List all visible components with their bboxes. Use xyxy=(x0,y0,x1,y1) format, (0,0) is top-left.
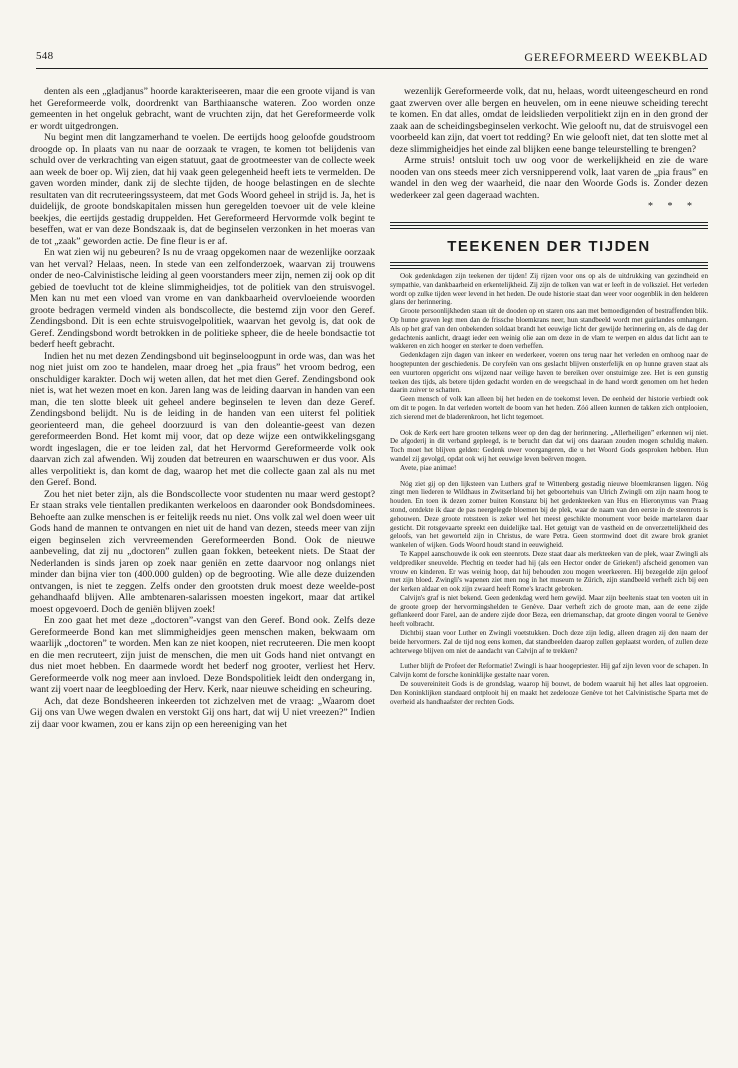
heading-rule xyxy=(390,228,708,229)
section-paragraph: Geen mensch of volk kan alleen bij het heden en de toekomst leven. De eenheid der historie verbiedt ook om dit te pogen. In dat verleden wortelt de boom van het heden. Zóó alleen kunnen de takken zich ontplooien, zich sierend met de bladerenkroon, het licht tegemoet. xyxy=(390,395,708,421)
header-rule xyxy=(36,68,708,69)
right-paragraph: Arme struis! ontsluit toch uw oog voor de werkelijkheid en zie de ware nooden van ons steeds meer zich versnipperend volk, laat varen de „pia fraus” en wandel in den weg der waarheid, die naar den Woorde Gods is. Zonder dezen wederkeer zal geen dageraad wachten. xyxy=(390,155,708,201)
section-stars: * * * xyxy=(648,201,698,212)
left-paragraph: Zou het niet beter zijn, als die Bondscollecte voor studenten nu maar werd gestopt? Er staan straks vele tientallen predikanten werkeloos en daaronder ook Bondsdominees. Behoefte aan zulke menschen is er feitelijk reeds nu niet. Ons volk zal wel doen weer uit Gods hand de mannen te ontvangen en niet uit de hand van dezen, steeds meer van zijn eigen beginselen zich vervreemenden Gereformeerden Bond. Ook de nieuwe aanbeveling, dat zij nu „doctoren” zullen gaan fokken, beteekent niets. De Staat der Nederlanden is sinds jaren op zoek naar geniën en zette daarvoor nog onlangs niet minder dan bijna vier ton (400.000 gulden) op de begrooting. Wie alle deze duizenden ontvangen, is niet te zeggen. Zelfs onder den grootsten druk moest deze weelde-post gehandhaafd blijven. Alle ambtenaren-salarissen moesten ingekort, maar dat artikel moest opgevoerd. Doch de geniën blijven zoek! xyxy=(30,488,375,615)
paragraph-gap xyxy=(390,473,708,480)
left-paragraph: En wat zien wij nu gebeuren? Is nu de vraag opgekomen naar de wezenlijke oorzaak van het verval? Helaas, neen. In stede van een zelfonderzoek, waarvan zij trouwens onder de neo-Calvinistische leiding al geen voorstanders meer zijn, nemen zij ook op dit gebied de toevlucht tot de kleine slimmigheidjes, tot de politiek van den struisvogel. Men kan nu met een vloed van vrome en van dankbaarheid overvloeiende woorden groote bedragen vermeld vinden als bondscollecte, die bestemd zijn voor den Geref. Zendingsbond. Dit is een echte struisvogelpolitiek, waarvan het gevolg is, dat ook de Geref. Zendingsbond wordt betrokken in de politieke spheer, die de heele bondsactie tot bederf heeft gebracht. xyxy=(30,247,375,350)
left-paragraph: denten als een „gladjanus” hoorde karakteriseeren, maar die een groote vijand is van het Gereformeerde volk, doordrenkt van Barthiaansche wateren. Zoo worden onze gemeenten in het ongeluk gebracht, want de vruchten zijn, dat het Gereformeerde volk er wordt uitgedrongen. xyxy=(30,86,375,132)
heading-rule xyxy=(390,222,708,223)
left-paragraph: Indien het nu met dezen Zendingsbond uit beginseloogpunt in orde was, dan was het nog niet juist om zoo te handelen, maar droeg het „pia fraus” het vroom bedrog, een onschuldiger karakter. Doch wij weten allen, dat het met dien Geref. Zendingsbond ook niet is, wat het wezen moet en kon. Jaren lang was de leiding daarvan in handen van een man, die ten slotte bleek uit geheel andere beginselen te leven dan deze Geref. Zendingsbond belijdt. Nu is de leiding in de handen van een uiterst fel politiek georienteerd man, die geheel doorzuurd is van den doleantie-geest van dezen gereformeerden Bond. Het komt mij voor, dat op deze wijze een ontwikkelingsgang wordt ingeslagen, die er toe leiden zal, dat het Hervormd Gereformeerde volk ook daarvan zich zal afwenden. Wij zouden dat betreuren en waarschuwen er dus voor. Als alles verpolitiekt is, dan komt de dag, waarop het met die collecte gaan zal als nu met den Geref. Bond. xyxy=(30,350,375,488)
section-heading: TEEKENEN DER TIJDEN xyxy=(447,238,651,255)
page-number: 548 xyxy=(36,50,54,62)
section-paragraph: Ook gedenkdagen zijn teekenen der tijden! Zij rijzen voor ons op als de uitdrukking van gezindheid en sympathie, van dankbaarheid en erkentelijkheid. Zij zijn de tolken van wat er leeft in de volksziel. Het verleden wordt op zulke tijden weer levend in het heden. De oude historie staat dan weer voor oogenblik in den helderen glans der herinnering. xyxy=(390,272,708,307)
magazine-title: GEREFORMEERD WEEKBLAD xyxy=(524,50,708,64)
right-paragraph: wezenlijk Gereformeerde volk, dat nu, helaas, wordt uiteengescheurd en rond gaat zwerven over alle bergen en heuvelen, om in eene nieuwe scheiding terecht te komen. En dat alles, omdat de leidslieden verpolitiekt zijn en in den grond der zaak aan de scheidingsbeginselen verkocht. Wie gelooft nu, dat de struisvogel een voorbeeld kan zijn, dat voert tot redding? En wie gelooft niet, dat ten slotte met al deze slimmigheidjes het einde zal blijken eene bange teleurstelling te brengen? xyxy=(390,86,708,155)
left-column xyxy=(30,86,375,1018)
left-paragraph: Nu begint men dit langzamerhand te voelen. De eertijds hoog geloofde goudstroom droogde op. In plaats van nu naar de oorzaak te vragen, te komen tot belijdenis van schuld over de verkrachting van eigen statuut, gaat de grootmeester van de collecte week aan week de boer op. Wij zien, dat hij vaak geen gelegenheid heeft iets te vermelden. De gaven worden minder, dank zij de slechte tijden, de hooge belastingen en de slechte resultaten van dit recruteeringssysteem, dat met Gods Woord geheel in strijd is. Ja, het is duidelijk, de groote bondskapitalen missen hun geregelden toevoer uit de vele kleine beekjes, die eertijds gestadig druppelden. Het Gereformeerd Hervormde volk begint te beseffen, wat er van deze Bondszaak is, dat de beginselen verzonken in het moeras van de tot „zaak” geworden actie. De fine fleur is er af. xyxy=(30,132,375,247)
heading-rule xyxy=(390,268,708,269)
paragraph-gap xyxy=(390,655,708,662)
heading-rule xyxy=(390,265,708,266)
heading-rule xyxy=(390,262,708,263)
section-paragraph: Dichtbij staan voor Luther en Zwingli voetstukken. Doch deze zijn ledig, alleen dragen zij den naam der beide hervormers. Zal de tijd nog eens komen, dat standbeelden daarop zullen geplaatst worden, of zullen deze achterwege blijven om niet de aandacht van Calvijn af te trekken? xyxy=(390,629,708,655)
left-paragraph: En zoo gaat het met deze „doctoren”-vangst van den Geref. Bond ook. Zelfs deze Gereformeerde Bond kan met slimmigheidjes geen menschen maken, bekwaam om waarlijk „doctoren” te worden. Men kan ze niet koopen, niet recruteeren. Die men koopt en die men recruteert, zijn juist de menschen, die men uit Gods hand niet ontvangt en dus niet moet hebben. En daarmede wordt het bederf nog grooter, verliest het Herv. Gereformeerde volk nog meer aan invloed. Deze Bondspolitiek leidt den ondergang in, want zij voert naar de leegbloeding der Herv. Kerk, naar nieuwe scheiding en scheuring. xyxy=(30,615,375,695)
left-paragraph: Ach, dat deze Bondsheeren inkeerden tot zichzelven met de vraag: „Waarom doet Gij ons van Uwe wegen dwalen en verstokt Gij ons hart, dat wij U niet vreezen?” Indien zij daar voor kwamen, zou er kans zijn op een hereeniging van het xyxy=(30,695,375,730)
section-paragraph: Groote persoonlijkheden staan uit de dooden op en staren ons aan met bemoedigenden of bestraffenden blik. Op hunne graven legt men dan de frissche bloemkrans neer, hun standbeeld wordt met guirlandes omhangen. Als op het graf van den onbekenden soldaat brandt het eeuwige licht der gewijde herinnering en, als de dag der gedachtenis aanlicht, draagt ieder een weinig olie aan om deze in de vlam te werpen en aldus dat licht aan te wakkeren en zich hooger en sterker te doen verheffen. xyxy=(390,307,708,351)
section-paragraph: De souvereiniteit Gods is de grondslag, waarop hij bouwt, de bodem waaruit hij het alles laat opgroeien. Den Koninklijken standaard ontplooit hij en maakt het zedelooze Genève tot het Calvinistische Sparta met de overheid als handhaafster der rechten Gods. xyxy=(390,680,708,706)
heading-rule xyxy=(390,225,708,226)
page-header xyxy=(36,50,708,66)
section-paragraph: Te Kappel aanschouwde ik ook een steenrots. Deze staat daar als merkteeken van de plek, waar Zwingli als veldprediker sneuvelde. Plechtig en teeder had hij (als een Hector onder de Grieken!) afscheid genomen van vrouw en kinderen. Er was weinig hoop, dat hij behouden zou mogen weerkeeren. Hij bezegelde zijn geloof met zijn bloed. Zwingli's wapenen ziet men nog in het museum te Zürich, zijn standbeeld verheft zich bij een der kerken aldaar en ook zijn zwaard heeft Rome's kracht gebroken. xyxy=(390,549,708,594)
section-paragraph: Ook de Kerk eert hare grooten telkens weer op den dag der herinnering. „Allerheiligen” erkennen wij niet. De afgoderij in dit verband gepleegd, is te berucht dan dat wij ons daaraan zouden mogen schuldig maken. Toch moet het blijven gelden: Gedenk uwer voorgangeren, die u het Woord Gods gesproken hebben. Hun wandel zij gevolgd, opdat ook wij het eeuwige leven beërven mogen. xyxy=(390,428,708,463)
section-heading-box xyxy=(390,220,708,272)
section-body xyxy=(390,272,708,706)
right-column xyxy=(390,86,708,1018)
section-paragraph: Gedenkdagen zijn dagen van inkeer en wederkeer, voeren ons terug naar het verleden en omhoog naar de hoogtepunten der geschiedenis. De coryfeën van ons geslacht blijven onsterfelijk en op hunne graven staat als een vuurtoren opgericht ons wijzend naar veilige haven te bereiken over onstuimige zee. Het is een gunstig teeken des tijds, als betere tijden gedacht worden en de weegschaal in de hand wordt genomen om het heden daarin zuiver te schatten. xyxy=(390,351,708,395)
section-paragraph: Nóg ziet gij op den lijksteen van Luthers graf te Wittenberg gestadig nieuwe bloemkransen liggen. Nóg zingt men liederen te Wildhaus in Zwitserland bij het geboortehuis van Ulrich Zwingli om zijn naam hoog te houden. En toen ik dezen zomer buiten Konstanz bij het gedenkteeken van Hus en Hieronymus van Praag stond, ontdekte ik daar de pas neergelegde bloemen bij de plek, waar de naam van den eerste in de steenrots is gehouwen. Deze groote rotssteen is zeker wel het meest geschikte monument voor beide martelaren daar gesticht. Dit rotsgevaarte spreekt een duidelijke taal. Het getuigt van de vastheid en de onverzettelijkheid des geloofs, van het geworteld zijn in Christus, de ware Petra. Geen stormwind doet dit zware brok graniet wankelen of wijken. Gods Woord houdt stand in eeuwigheid. xyxy=(390,479,708,550)
section-paragraph: Calvijn's graf is niet bekend. Geen gedenkdag werd hem gewijd. Maar zijn beeltenis staat ten voeten uit in de groote groep der hervormingshelden te Genève. Daar verheft zich de groote man, aan de eene zijde geflankeerd door Farel, aan de andere zijde door Beza, een driemanschap, dat groote dingen vooral te Genève heeft volbracht. xyxy=(390,593,708,629)
paragraph-gap xyxy=(390,422,708,429)
article-continuation xyxy=(390,86,708,201)
section-paragraph: Avete, piae animae! xyxy=(400,463,457,472)
section-paragraph: Luther blijft de Profeet der Reformatie! Zwingli is haar hoogepriester. Hij gaf zijn leven voor de schapen. In Calvijn komt de forsche koninklijke gestalte naar voren. xyxy=(390,662,708,680)
